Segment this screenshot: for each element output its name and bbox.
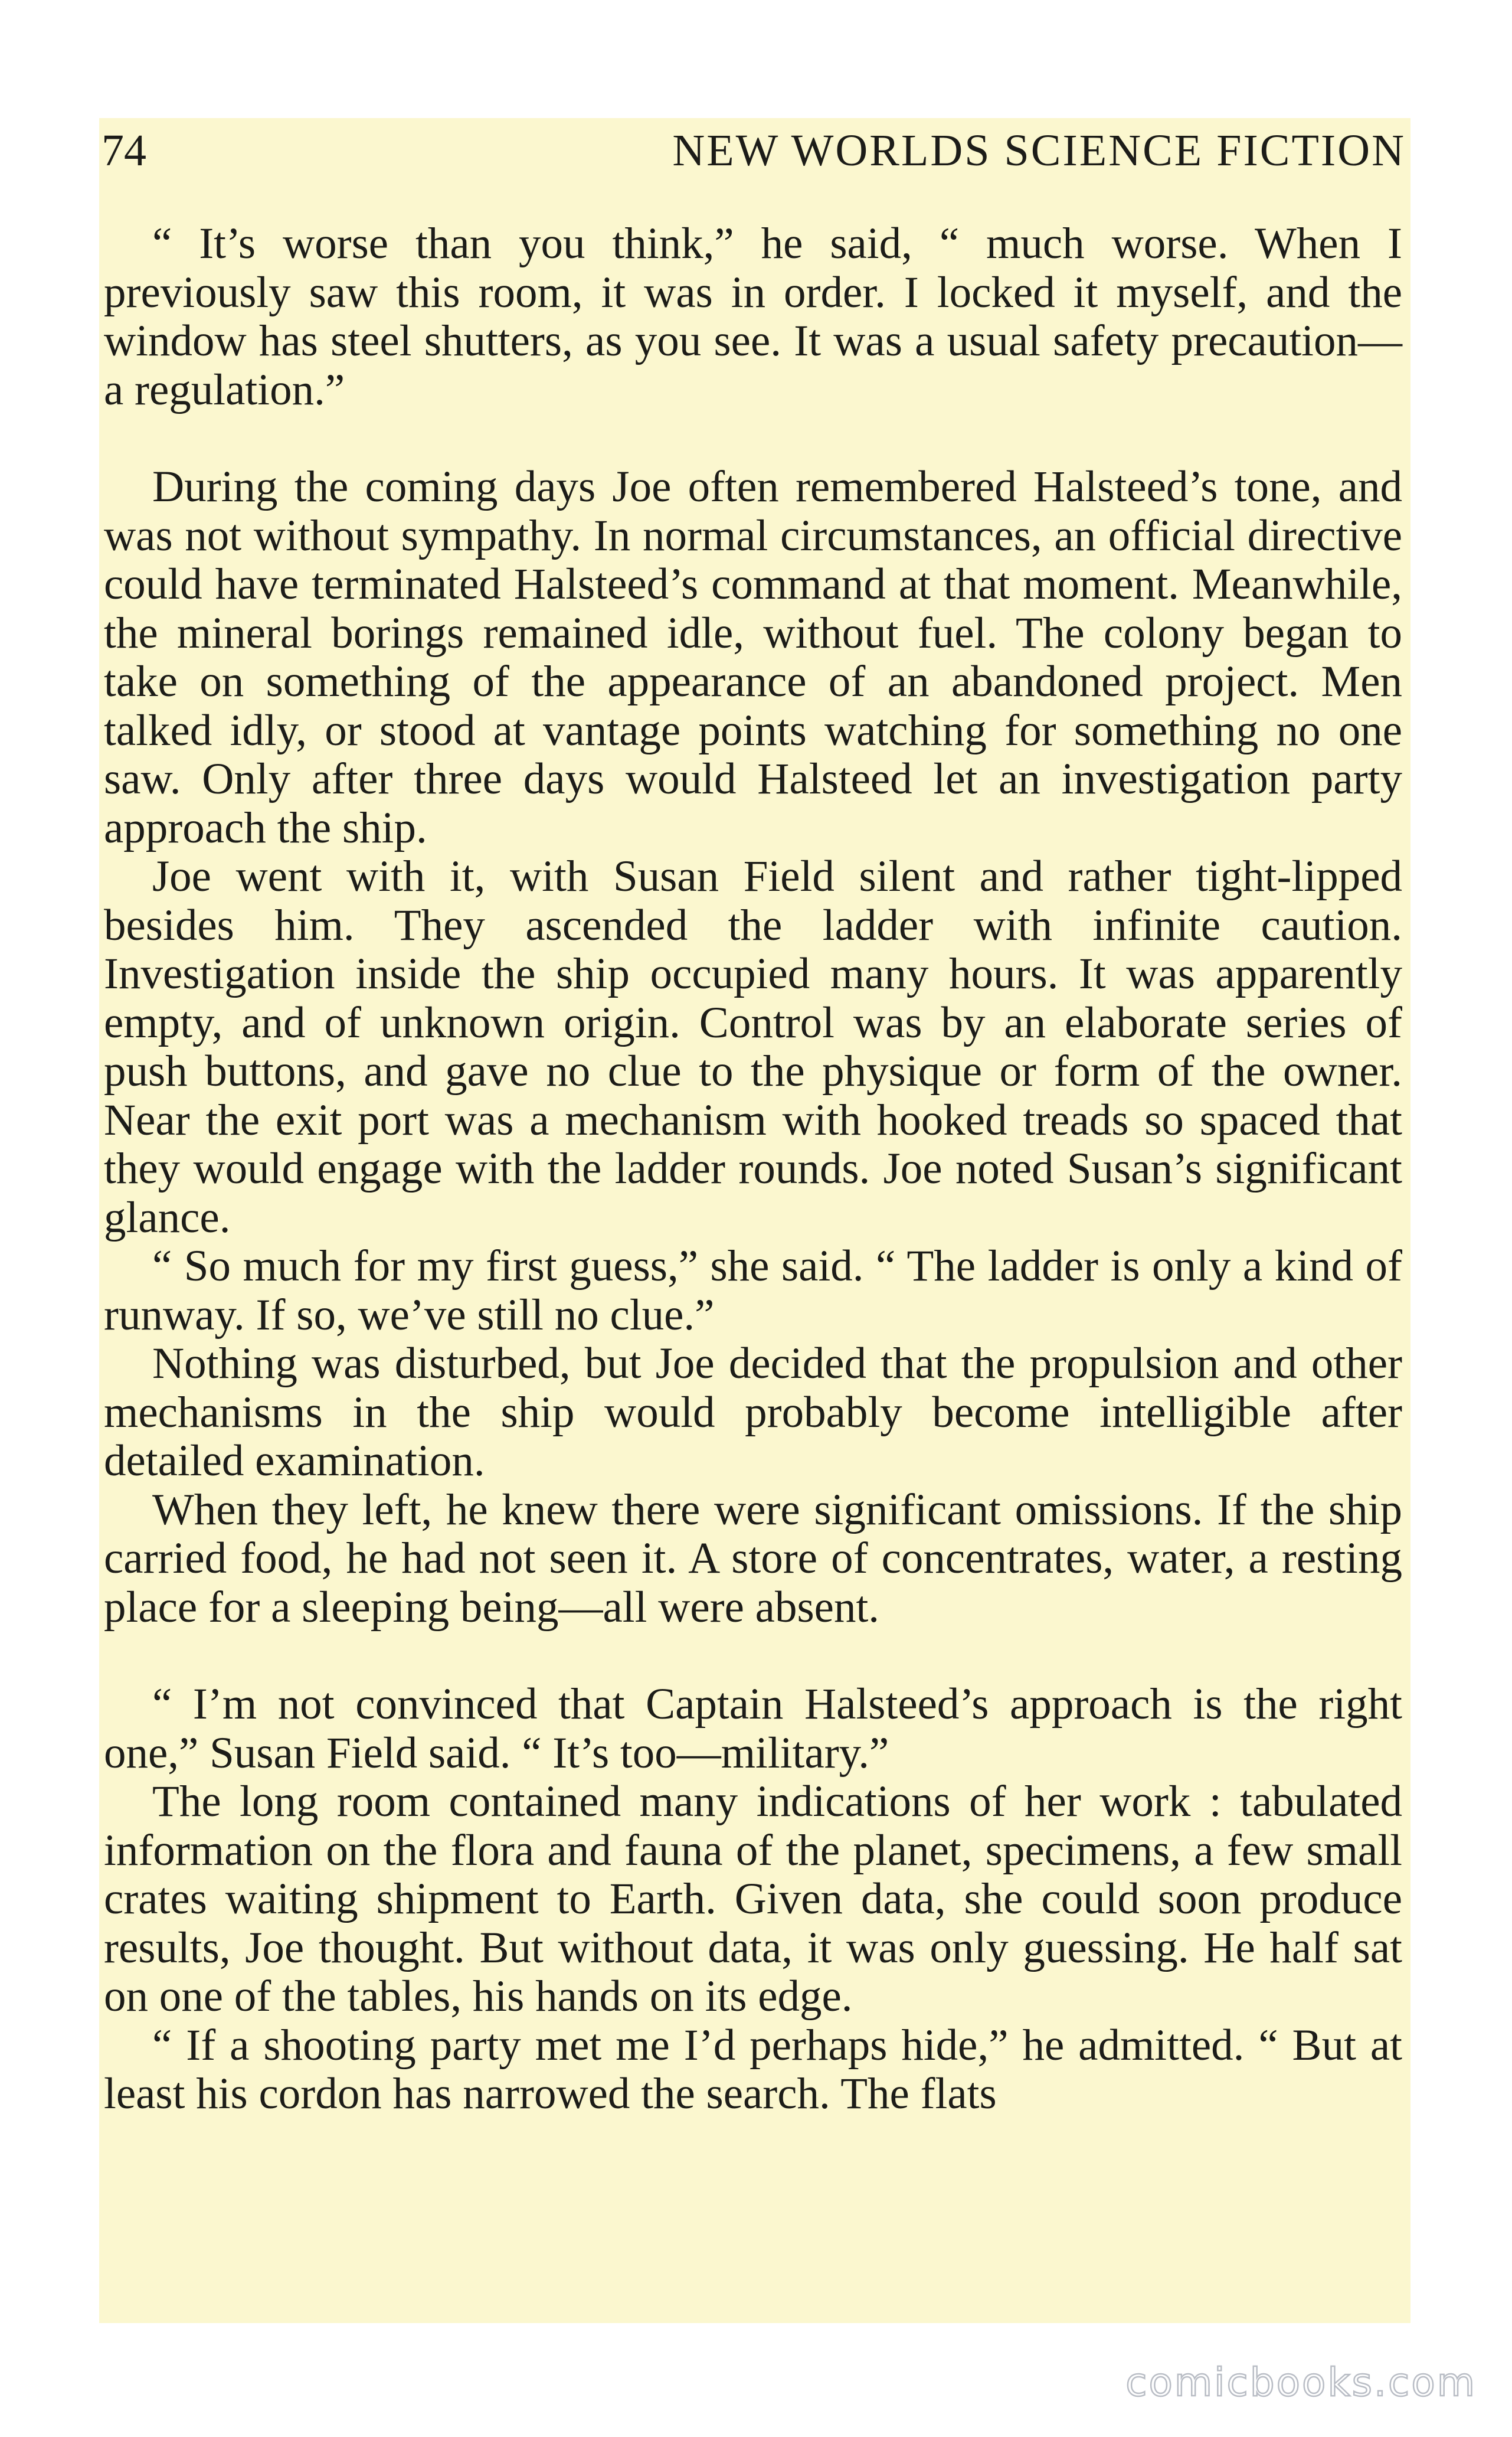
paragraph: When they left, he knew there were significant omissions. If the ship carried food, he had not seen it. A store of concentrates, water, a resting place for a sleeping being—all were absent.: [104, 1485, 1402, 1632]
running-title: NEW WORLDS SCIENCE FICTION: [672, 125, 1406, 175]
site-watermark: comicbooks.com: [1125, 2360, 1477, 2405]
story-body: [104, 220, 1402, 2119]
page-number: 74: [102, 125, 146, 175]
paragraph: “ So much for my first guess,” she said. “ The ladder is only a kind of runway. If so, we’ve still no clue.”: [104, 1242, 1402, 1340]
paragraph: “ It’s worse than you think,” he said, “ much worse. When I previously saw this room, it was in order. I locked it myself, and the window has steel shutters, as you see. It was a usual safety precaution—a regulation.”: [104, 219, 1402, 414]
paragraph: “ I’m not convinced that Captain Halsteed’s approach is the right one,” Susan Field said. “ It’s too—military.”: [104, 1680, 1402, 1778]
paragraph: The long room contained many indications of her work : tabulated information on the flora and fauna of the planet, specimens, a few small crates waiting shipment to Earth. Given data, she could soon produce results, Joe thought. But without data, it was only guessing. He half sat on one of the tables, his hands on its edge.: [104, 1777, 1402, 2021]
paragraph: Joe went with it, with Susan Field silent and rather tight-lipped besides him. They ascended the ladder with infinite caution. Investigation inside the ship occupied many hours. It was apparently empty, and of unknown origin. Control was by an elaborate series of push buttons, and gave no clue to the physique or form of the owner. Near the exit port was a mechanism with hooked treads so spaced that they would engage with the ladder rounds. Joe noted Susan’s significant glance.: [104, 852, 1402, 1242]
page-header: [102, 118, 1406, 183]
paragraph: “ If a shooting party met me I’d perhaps hide,” he admitted. “ But at least his cordon has narrowed the search. The flats: [104, 2020, 1402, 2118]
paragraph: Nothing was disturbed, but Joe decided that the propulsion and other mechanisms in the ship would probably become intelligible after detailed examination.: [104, 1339, 1402, 1485]
paragraph: During the coming days Joe often remembered Halsteed’s tone, and was not without sympathy. In normal circumstances, an official directive could have terminated Halsteed’s command at that moment. Meanwhile, the mineral borings remained idle, without fuel. The colony began to take on something of the appearance of an abandoned project. Men talked idly, or stood at vantage points watching for something no one saw. Only after three days would Halsteed let an investigation party approach the ship.: [104, 462, 1402, 852]
